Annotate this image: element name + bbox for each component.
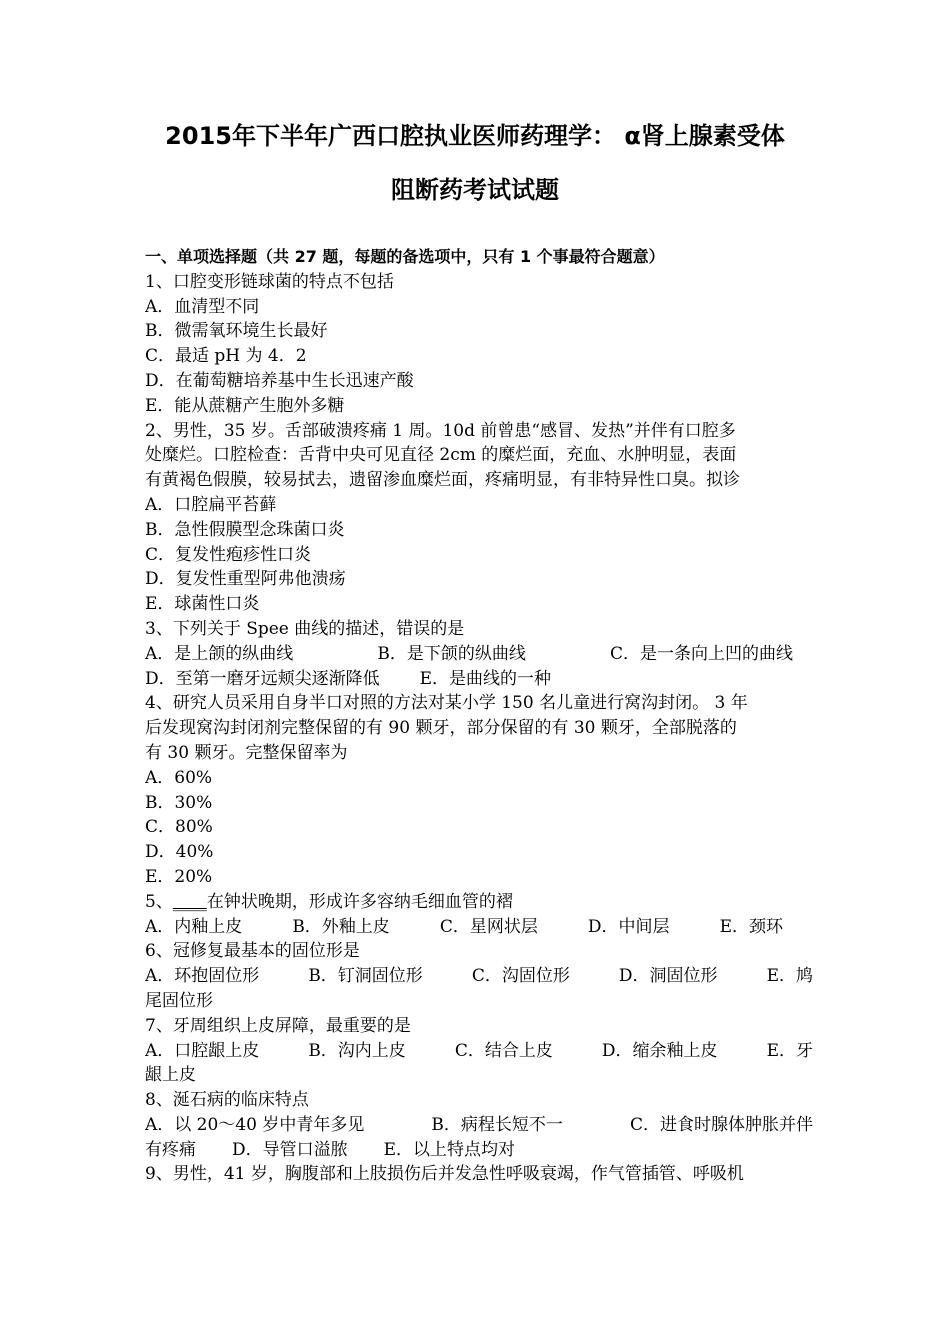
- option-line: B．急性假膜型念珠菌口炎: [145, 519, 345, 540]
- document-title-line-1: 2015年下半年广西口腔执业医师药理学： α肾上腺素受体: [165, 122, 785, 150]
- document-title-line-2: 阻断药考试试题: [391, 176, 559, 204]
- option: C．沟固位形: [471, 966, 570, 987]
- question-line: 3、下列关于 Spee 曲线的描述，错误的是: [145, 618, 465, 639]
- option-row: [145, 964, 813, 989]
- fill-blank: ____: [172, 891, 207, 912]
- question-line: 7、牙周组织上皮屏障，最重要的是: [145, 1015, 411, 1036]
- option-line: C．最适 pH 为 4．2: [145, 346, 307, 367]
- option: D．缩余釉上皮: [601, 1040, 718, 1061]
- option-wrap: 尾固位形: [145, 990, 213, 1011]
- option: C．星网状层: [439, 916, 538, 937]
- option-row: [145, 642, 813, 667]
- option: B．病程长短不一: [431, 1114, 563, 1135]
- option: E．是曲线的一种: [419, 668, 552, 689]
- option: A．以 20～40 岁中青年多见: [145, 1114, 365, 1135]
- question-line: 有黄褐色假膜，较易拭去，遗留渗血糜烂面，疼痛明显，有非特异性口臭。拟诊: [145, 470, 740, 491]
- option: E．以上特点均对: [383, 1139, 516, 1160]
- option-row: [145, 1138, 813, 1163]
- option-line: E．球菌性口炎: [145, 594, 260, 615]
- option: D．中间层: [587, 916, 670, 937]
- option: D．至第一磨牙远颊尖逐渐降低: [145, 668, 380, 689]
- question-line: 1、口腔变形链球菌的特点不包括: [145, 271, 394, 292]
- question-text: 在钟状晚期，形成许多容纳毛细血管的褶: [206, 891, 513, 912]
- option-row: [145, 1113, 813, 1138]
- question-line: 处糜烂。口腔检查：舌背中央可见直径 2cm 的糜烂面，充血、水肿明显，表面: [145, 445, 737, 466]
- option: A．内釉上皮: [145, 916, 243, 937]
- option-line: E．能从蔗糖产生胞外多糖: [145, 395, 345, 416]
- question-line: 9、男性，41 岁，胸腹部和上肢损伤后并发急性呼吸衰竭，作气管插管、呼吸机: [145, 1164, 744, 1185]
- option-wrap: 龈上皮: [145, 1065, 196, 1086]
- option: 有疼痛: [145, 1139, 196, 1160]
- option-line: B．30%: [145, 792, 213, 813]
- option-line: D．复发性重型阿弗他溃疡: [145, 569, 346, 590]
- option: C．进食时腺体肿胀并伴: [629, 1114, 813, 1135]
- question-line: 8、涎石病的临床特点: [145, 1090, 309, 1111]
- option: B．沟内上皮: [308, 1040, 406, 1061]
- option-row: [145, 915, 813, 940]
- option-line: E．20%: [145, 866, 213, 887]
- option: A．环抱固位形: [145, 966, 260, 987]
- option-line: A．60%: [145, 767, 213, 788]
- option: E．颈环: [719, 916, 783, 937]
- option-line: C．80%: [145, 817, 213, 838]
- document-body: [145, 245, 813, 1187]
- option-line: D．在葡萄糖培养基中生长迅速产酸: [145, 370, 414, 391]
- question-line: [145, 890, 813, 915]
- question-line: 有 30 颗牙。完整保留率为: [145, 742, 348, 763]
- option: A．是上颌的纵曲线: [145, 643, 294, 664]
- section-heading: 一、单项选择题（共 27 题，每题的备选项中，只有 1 个事最符合题意）: [145, 247, 665, 266]
- option-line: C．复发性疱疹性口炎: [145, 544, 312, 565]
- option-row: [145, 1039, 813, 1064]
- question-line: 后发现窝沟封闭剂完整保留的有 90 颗牙，部分保留的有 30 颗牙，全部脱落的: [145, 718, 737, 739]
- question-line: 2、男性，35 岁。舌部破溃疼痛 1 周。10d 前曾患“感冒、发热”并伴有口腔多: [145, 420, 736, 441]
- option-line: B．微需氧环境生长最好: [145, 321, 328, 342]
- option: B．外釉上皮: [292, 916, 390, 937]
- option: D．洞固位形: [618, 966, 718, 987]
- question-line: 6、冠修复最基本的固位形是: [145, 941, 360, 962]
- question-number: 5、: [145, 891, 173, 912]
- option-line: D．40%: [145, 842, 214, 863]
- option: B．钉洞固位形: [308, 966, 423, 987]
- question-line: 4、研究人员采用自身半口对照的方法对某小学 150 名儿童进行窝沟封闭。 3 年: [145, 693, 748, 714]
- option: C．是一条向上凹的曲线: [609, 643, 793, 664]
- option: E．鸠: [766, 966, 813, 987]
- option-line: A．血清型不同: [145, 296, 260, 317]
- option: B．是下颌的纵曲线: [377, 643, 526, 664]
- option: D．导管口溢脓: [232, 1139, 348, 1160]
- option: C．结合上皮: [454, 1040, 553, 1061]
- option: E．牙: [766, 1040, 813, 1061]
- option-line: A．口腔扁平苔藓: [145, 494, 277, 515]
- option-row: [145, 667, 813, 692]
- option: A．口腔龈上皮: [145, 1040, 260, 1061]
